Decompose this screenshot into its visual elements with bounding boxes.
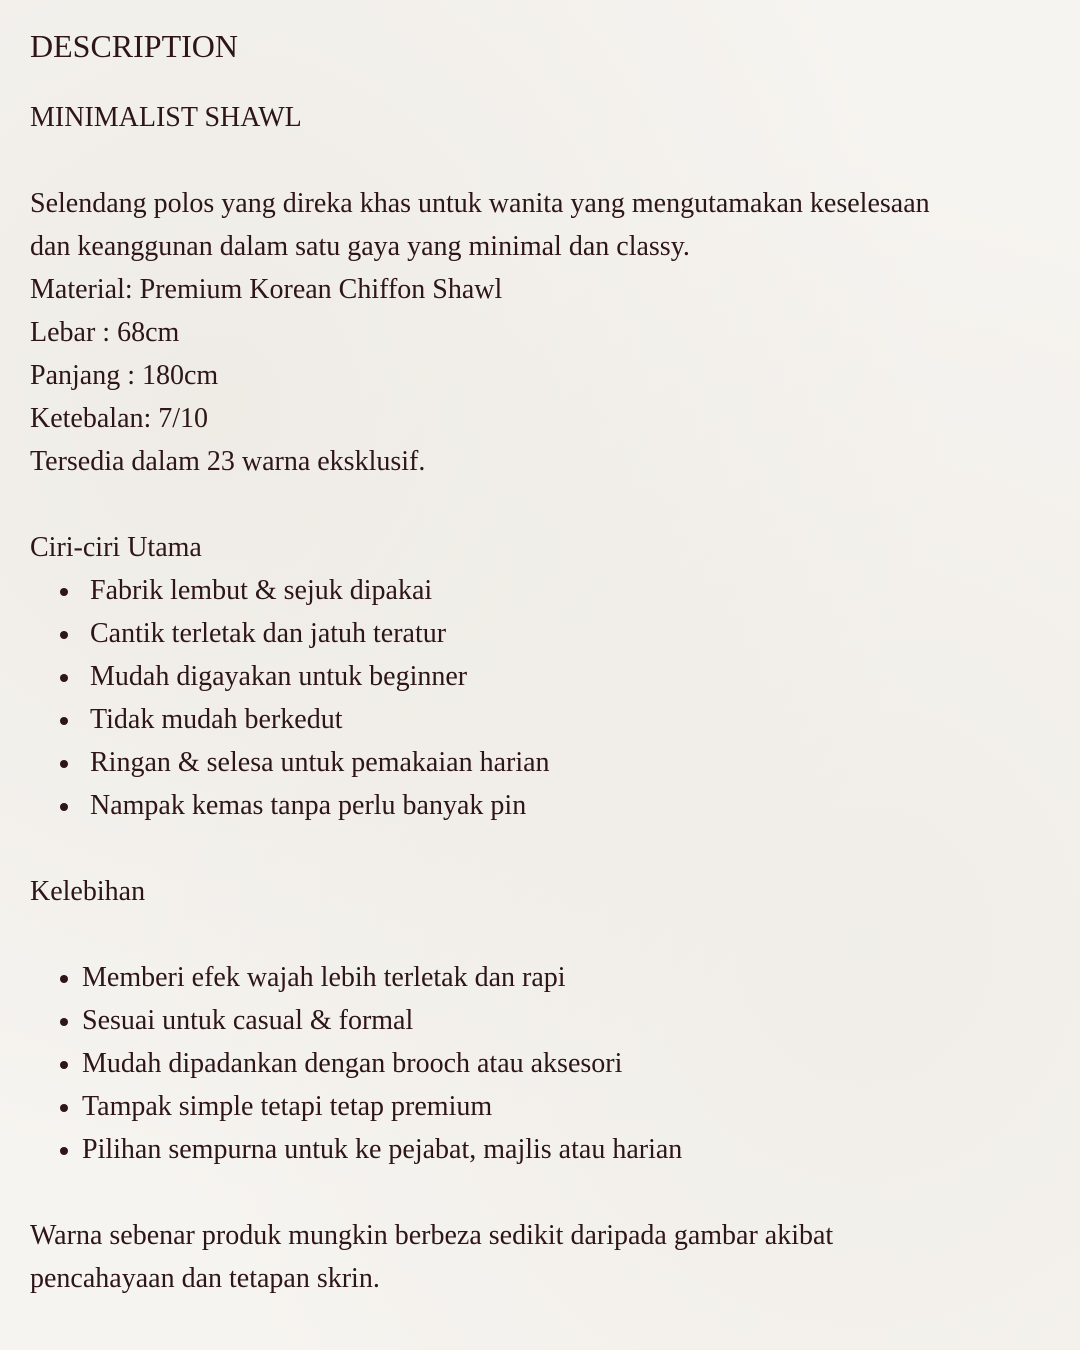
spec-colors: Tersedia dalam 23 warna eksklusif. — [30, 446, 426, 477]
spacer — [30, 913, 1050, 956]
spec-material: Material: Premium Korean Chiffon Shawl — [30, 274, 503, 305]
list-item: Ringan & selesa untuk pemakaian harian — [30, 741, 1050, 784]
list-item: Memberi efek wajah lebih terletak dan rapi — [30, 956, 1050, 999]
list-item: Mudah digayakan untuk beginner — [30, 655, 1050, 698]
list-item: Fabrik lembut & sejuk dipakai — [30, 569, 1050, 612]
list-item: Tampak simple tetapi tetap premium — [30, 1085, 1050, 1128]
product-name: MINIMALIST SHAWL — [30, 102, 302, 133]
list-item: Mudah dipadankan dengan brooch atau aksesori — [30, 1042, 1050, 1085]
spacer — [30, 1171, 1050, 1214]
note-line: pencahayaan dan tetapan skrin. — [30, 1263, 380, 1294]
spacer — [30, 139, 1050, 182]
spacer — [30, 483, 1050, 526]
list-item: Cantik terletak dan jatuh teratur — [30, 612, 1050, 655]
spacer — [30, 827, 1050, 870]
spec-list — [30, 268, 1050, 483]
spec-thickness: Ketebalan: 7/10 — [30, 403, 209, 434]
disclaimer-note — [30, 1214, 1050, 1300]
spec-length: Panjang : 180cm — [30, 360, 219, 391]
description-page — [30, 24, 1050, 1300]
intro-line: dan keanggunan dalam satu gaya yang minimal dan classy. — [30, 231, 690, 262]
features-title: Ciri-ciri Utama — [30, 532, 202, 563]
page-title: DESCRIPTION — [30, 28, 239, 64]
list-item: Tidak mudah berkedut — [30, 698, 1050, 741]
list-item: Nampak kemas tanpa perlu banyak pin — [30, 784, 1050, 827]
spec-width: Lebar : 68cm — [30, 317, 180, 348]
list-item: Sesuai untuk casual & formal — [30, 999, 1050, 1042]
advantages-list — [30, 956, 1050, 1171]
intro-line: Selendang polos yang direka khas untuk wanita yang mengutamakan keselesaan — [30, 188, 930, 219]
advantages-title: Kelebihan — [30, 876, 146, 907]
features-list — [30, 569, 1050, 827]
features-section — [30, 526, 1050, 827]
note-line: Warna sebenar produk mungkin berbeza sedikit daripada gambar akibat — [30, 1220, 834, 1251]
list-item: Pilihan sempurna untuk ke pejabat, majlis atau harian — [30, 1128, 1050, 1171]
intro-paragraph — [30, 182, 1050, 268]
advantages-section — [30, 870, 1050, 1171]
